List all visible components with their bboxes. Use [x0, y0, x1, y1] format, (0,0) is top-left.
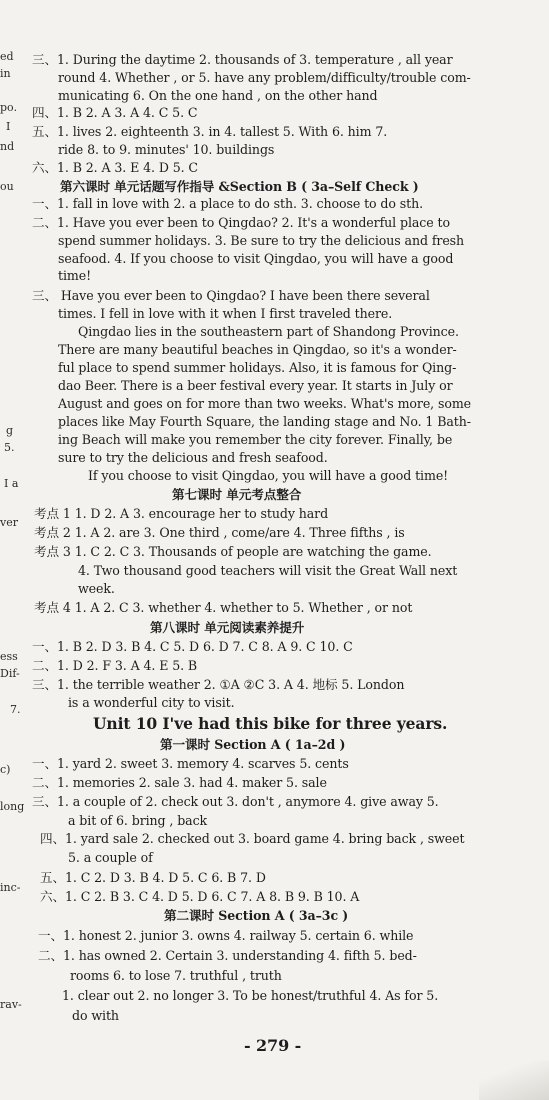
essay-line: dao Beer. There is a beer festival every year. It starts in July or [58, 378, 453, 393]
edge-fragment: ou [0, 180, 14, 193]
lesson-heading: 第八课时 单元阅读素养提升 [150, 620, 305, 635]
unit-title: Unit 10 I've had this bike for three years. [93, 714, 448, 733]
edge-fragment: ver [0, 516, 18, 529]
edge-fragment: rav- [0, 998, 22, 1011]
essay-line: ful place to spend summer holidays. Also, it is famous for Qing- [58, 360, 457, 375]
answer-line: 考点 3 1. C 2. C 3. Thousands of people are watching the game. [34, 544, 432, 559]
essay-line: August and goes on for more than two weeks. What's more, some [58, 396, 472, 411]
answer-line: 六、1. C 2. B 3. C 4. D 5. D 6. C 7. A 8. B 9. B 10. A [40, 889, 360, 904]
edge-fragment: in [0, 67, 11, 80]
page-number: - 279 - [244, 1036, 302, 1055]
edge-fragment: I a [4, 477, 19, 490]
edge-fragment: nd [0, 140, 15, 153]
lesson-heading: 第七课时 单元考点整合 [172, 487, 302, 502]
answer-line: a bit of 6. bring , back [68, 813, 208, 828]
answer-line: 三、1. During the daytime 2. thousands of 3. temperature , all year [32, 52, 453, 67]
edge-fragment: ро. [0, 101, 18, 114]
lesson-heading: 第六课时 单元话题写作指导 &Section B ( 3a–Self Check ) [60, 179, 419, 194]
answer-line: week. [78, 581, 115, 596]
answer-line: 五、1. C 2. D 3. B 4. D 5. C 6. B 7. D [40, 870, 266, 885]
essay-line: Qingdao lies in the southeastern part of Shandong Province. [78, 324, 459, 339]
essay-line: There are many beautiful beaches in Qingdao, so it's a wonder- [58, 342, 457, 357]
answer-line: 一、1. yard 2. sweet 3. memory 4. scarves 5. cents [32, 756, 349, 771]
answer-line: 五、1. lives 2. eighteenth 3. in 4. tallest 5. With 6. him 7. [32, 124, 388, 139]
edge-fragment: c) [0, 763, 11, 776]
answer-line: 4. Two thousand good teachers will visit the Great Wall next [78, 563, 458, 578]
answer-line: seafood. 4. If you choose to visit Qingdao, you will have a good [58, 251, 454, 266]
answer-line: 二、1. memories 2. sale 3. had 4. maker 5. sale [32, 775, 327, 790]
essay-line: ing Beach will make you remember the city forever. Finally, be [58, 432, 453, 447]
edge-fragment: g [6, 424, 14, 437]
edge-fragment: ess [0, 650, 18, 663]
answer-line: 三、 Have you ever been to Qingdao? I have been there several [32, 288, 430, 303]
lesson-heading: 第一课时 Section A ( 1a–2d ) [160, 737, 346, 752]
edge-fragment: 7. [10, 703, 21, 716]
answer-line: is a wonderful city to visit. [68, 695, 235, 710]
answer-line: round 4. Whether , or 5. have any problem/difficulty/trouble com- [58, 70, 471, 85]
answer-line: 一、1. honest 2. junior 3. owns 4. railway 5. certain 6. while [38, 928, 414, 943]
answer-line: 三、1. a couple of 2. check out 3. don't , anymore 4. give away 5. [32, 794, 439, 809]
answer-line: 一、1. B 2. D 3. B 4. C 5. D 6. D 7. C 8. A 9. C 10. C [32, 639, 353, 654]
answer-line: 二、1. D 2. F 3. A 4. E 5. B [32, 658, 198, 673]
answer-line: spend summer holidays. 3. Be sure to try the delicious and fresh [58, 233, 465, 248]
answer-line: 考点 4 1. A 2. C 3. whether 4. whether to 5. Whether , or not [34, 600, 413, 615]
answer-line: time! [58, 268, 92, 283]
answer-line: 二、1. has owned 2. Certain 3. understanding 4. fifth 5. bed- [38, 948, 417, 963]
page-corner-shadow [479, 1060, 549, 1100]
essay-line: places like May Fourth Square, the landing stage and No. 1 Bath- [58, 414, 471, 429]
answer-line: 考点 2 1. A 2. are 3. One third , come/are 4. Three fifths , is [34, 525, 405, 540]
lesson-heading: 第二课时 Section A ( 3a–3c ) [164, 908, 349, 923]
answer-line: 考点 1 1. D 2. A 3. encourage her to study hard [34, 506, 329, 521]
answer-line: 二、1. Have you ever been to Qingdao? 2. It's a wonderful place to [32, 215, 450, 230]
answer-line: municating 6. On the one hand , on the other hand [58, 88, 378, 103]
edge-fragment: I [6, 120, 11, 133]
answer-line: rooms 6. to lose 7. truthful , truth [70, 968, 282, 983]
edge-fragment: Dif- [0, 667, 20, 680]
answer-line: 一、1. fall in love with 2. a place to do sth. 3. choose to do sth. [32, 196, 424, 211]
edge-fragment: 5. [4, 441, 15, 454]
answer-line: 四、1. B 2. A 3. A 4. C 5. C [32, 105, 198, 120]
answer-line: 六、1. B 2. A 3. E 4. D 5. C [32, 160, 198, 175]
edge-fragment: ed [0, 50, 14, 63]
answer-line: 1. clear out 2. no longer 3. To be honest/truthful 4. As for 5. [62, 988, 439, 1003]
essay-line: sure to try the delicious and fresh seafood. [58, 450, 328, 465]
answer-line: 三、1. the terrible weather 2. ①A ②C 3. A 4. 地标 5. London [32, 677, 405, 692]
answer-line: do with [72, 1008, 119, 1023]
answer-line: 5. a couple of [68, 850, 153, 865]
edge-fragment: inc- [0, 881, 21, 894]
answer-line: ride 8. to 9. minutes' 10. buildings [58, 142, 275, 157]
answer-line: times. I fell in love with it when I first traveled there. [58, 306, 393, 321]
essay-line: If you choose to visit Qingdao, you will have a good time! [88, 468, 449, 483]
edge-fragment: long [0, 800, 25, 813]
answer-line: 四、1. yard sale 2. checked out 3. board game 4. bring back , sweet [40, 831, 465, 846]
